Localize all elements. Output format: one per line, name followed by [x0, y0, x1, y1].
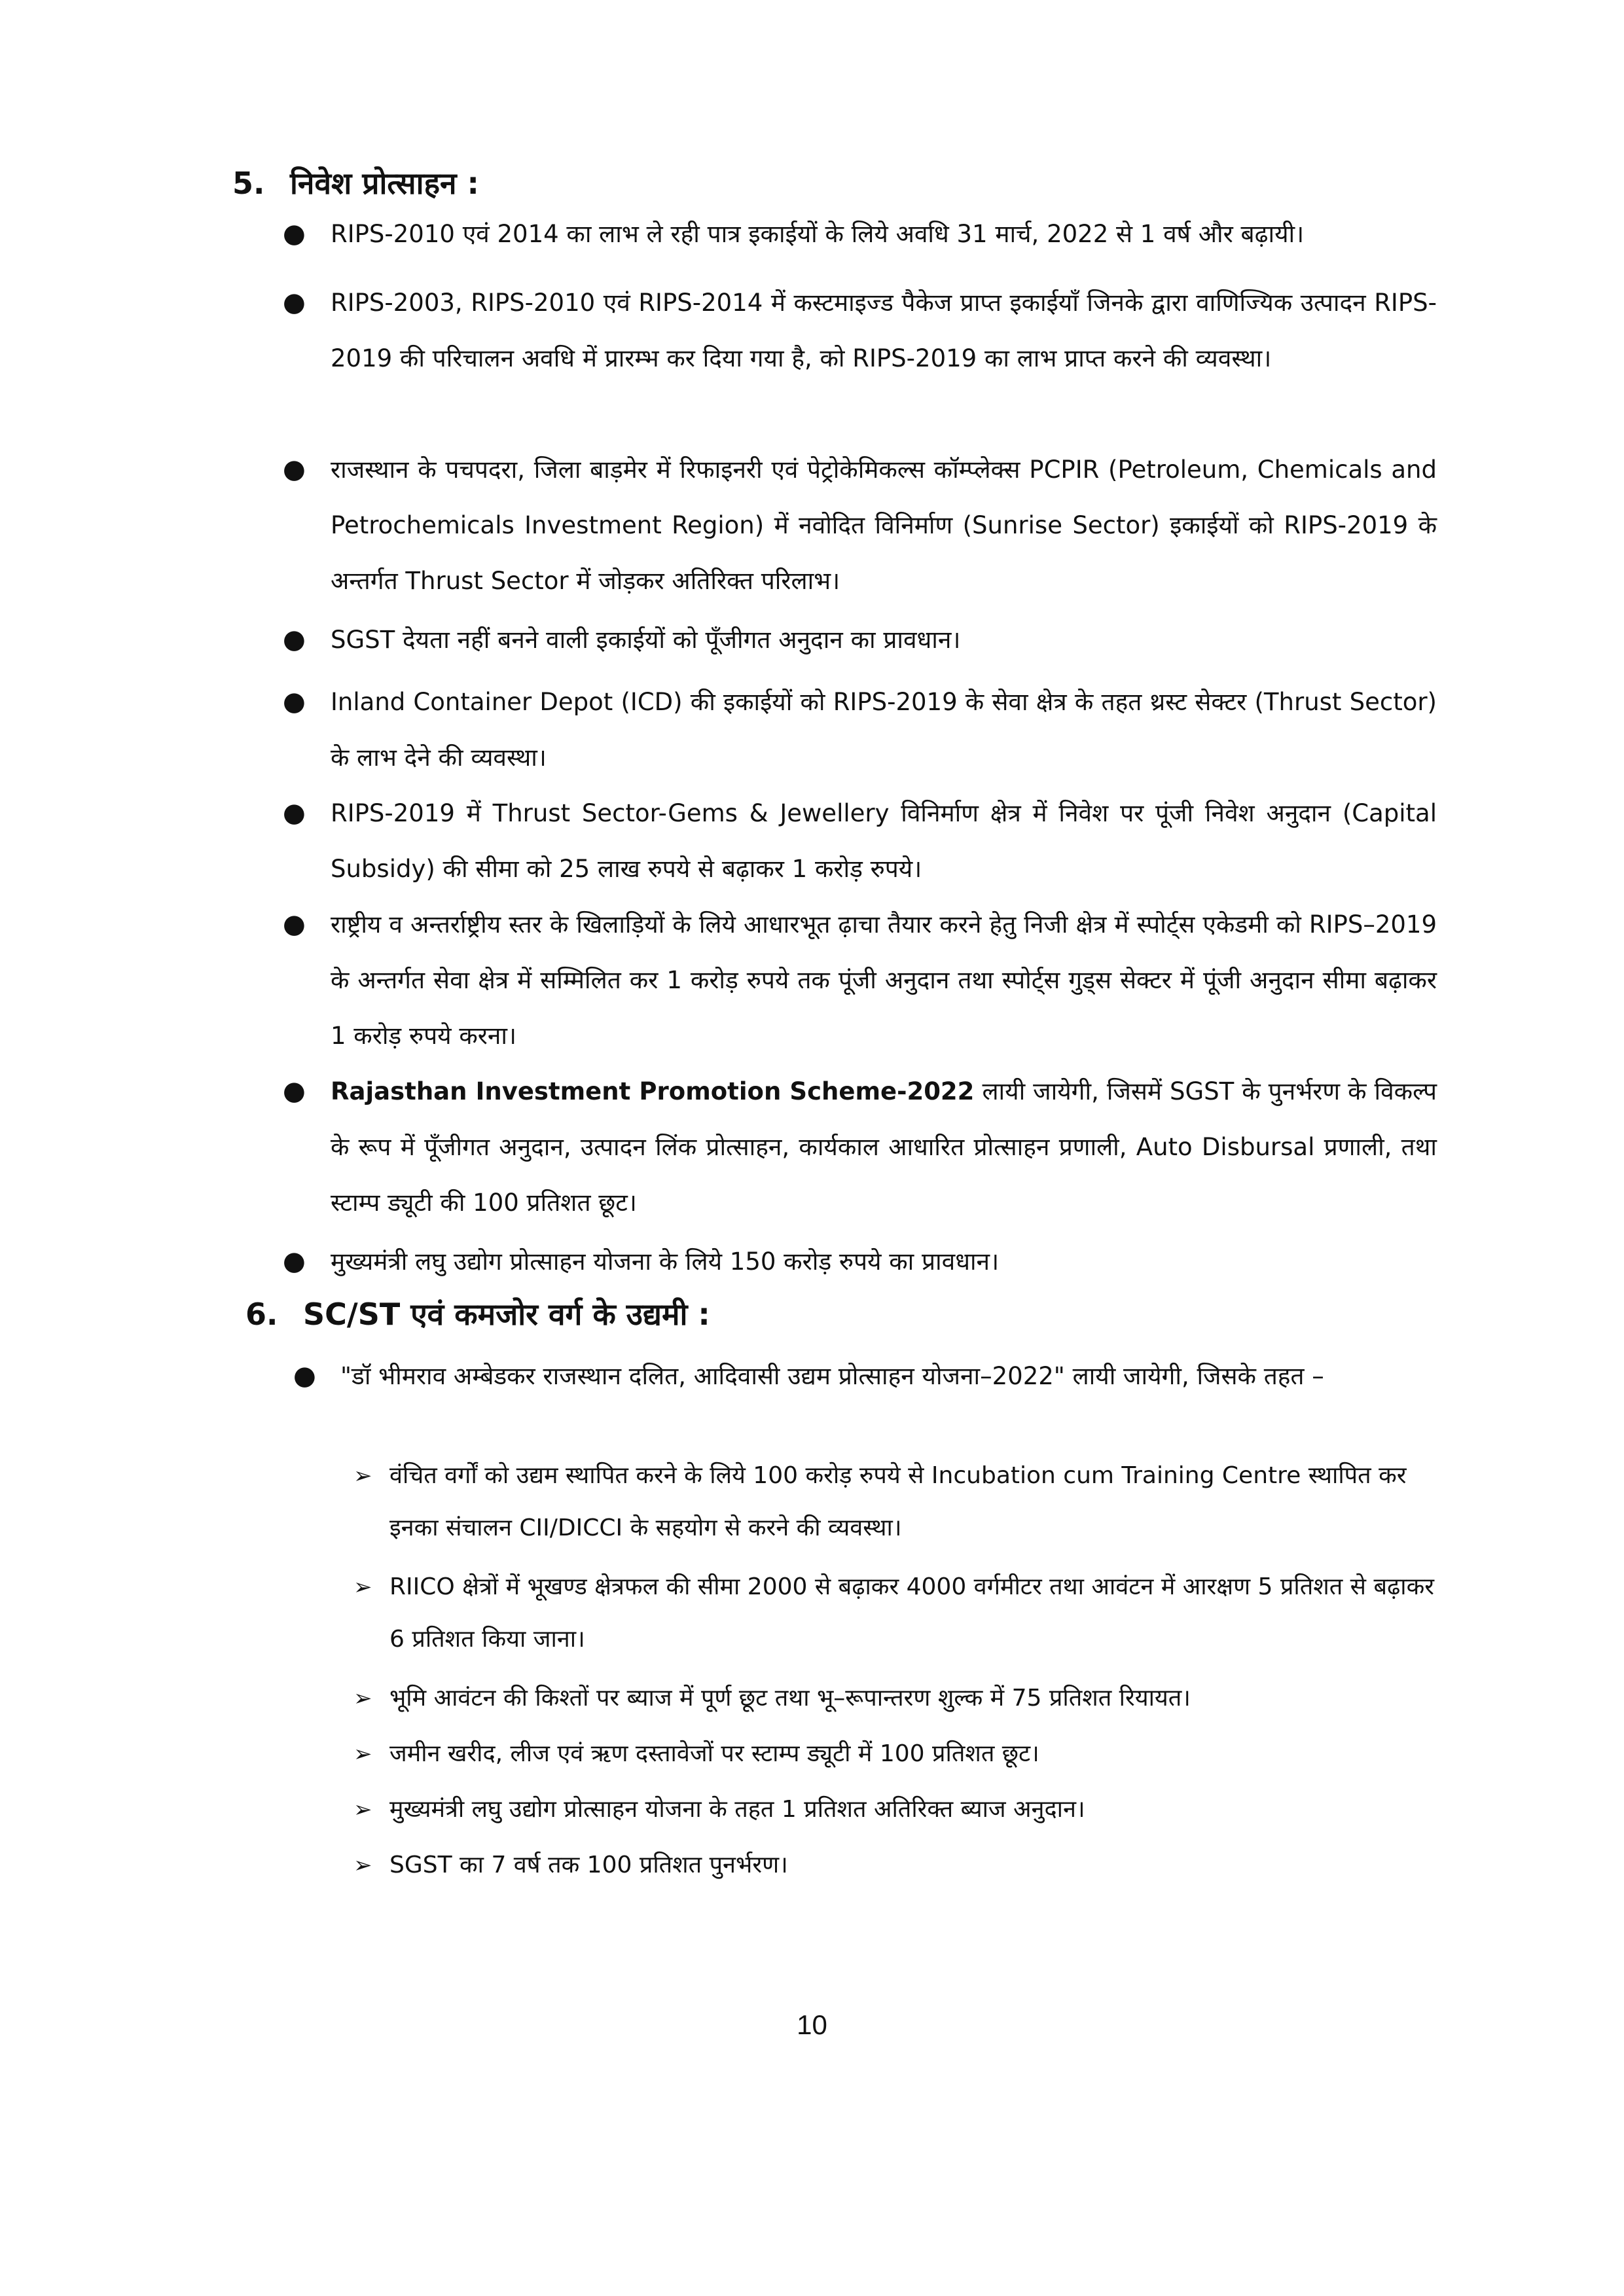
list-item	[331, 206, 1414, 262]
section-5-number: 5.	[232, 166, 265, 201]
bullet-icon: ●	[283, 1076, 306, 1106]
bullet-icon: ●	[283, 798, 306, 828]
list-item-text: राजस्थान के पचपदरा, जिला बाड़मेर में रिफाइनरी एवं पेट्रोकेमिकल्स कॉम्प्लेक्स PCPIR (Petroleum, Chemicals and Petrochemicals Investment Region) में नवोदित विनिर्माण (Sunrise Sector) इकाईयों को RIPS-2019 के अन्तर्गत Thrust Sector में जोड़कर अतिरिक्त परिलाभ।	[331, 456, 1437, 595]
list-item	[331, 674, 1437, 785]
list-item	[331, 897, 1437, 1064]
sub-list-item	[389, 1450, 1450, 1554]
list-item-text: मुख्यमंत्री लघु उद्योग प्रोत्साहन योजना के लिये 150 करोड़ रुपये का प्रावधान।	[331, 1247, 1000, 1276]
sub-list-item	[389, 1784, 1450, 1836]
bullet-icon: ●	[293, 1361, 316, 1391]
sub-list-item	[389, 1561, 1450, 1666]
bullet-icon: ●	[283, 454, 306, 484]
list-item	[340, 1348, 1443, 1404]
list-item-text: SGST देयता नहीं बनने वाली इकाईयों को पूँजीगत अनुदान का प्रावधान।	[331, 626, 961, 654]
arrow-bullet-icon: ➢	[353, 1741, 372, 1767]
list-item-text: RIPS-2019 में Thrust Sector-Gems & Jewellery विनिर्माण क्षेत्र में निवेश पर पूंजी निवेश अनुदान (Capital Subsidy) की सीमा को 25 लाख रुपये से बढ़ाकर 1 करोड़ रुपये।	[331, 799, 1437, 883]
arrow-bullet-icon: ➢	[353, 1685, 372, 1712]
bullet-icon: ●	[283, 909, 306, 939]
sub-list-item-text: SGST का 7 वर्ष तक 100 प्रतिशत पुनर्भरण।	[389, 1852, 788, 1878]
sub-list-item-text: RIICO क्षेत्रों में भूखण्ड क्षेत्रफल की सीमा 2000 से बढ़ाकर 4000 वर्गमीटर तथा आवंटन में आरक्षण 5 प्रतिशत से बढ़ाकर 6 प्रतिशत किया जाना।	[389, 1573, 1434, 1653]
section-6-title: SC/ST एवं कमजोर वर्ग के उद्यमी :	[303, 1297, 710, 1332]
section-5-heading	[232, 164, 479, 203]
list-item-text: RIPS-2003, RIPS-2010 एवं RIPS-2014 में कस्टमाइज्ड पैकेज प्राप्त इकाईयाँ जिनके द्वारा वाणिज्यिक उत्पादन RIPS-2019 की परिचालन अवधि में प्रारम्भ कर दिया गया है, को RIPS-2019 का लाभ प्राप्त करने की व्यवस्था।	[331, 289, 1437, 372]
list-item	[331, 442, 1437, 609]
list-item-text: Inland Container Depot (ICD) की इकाईयों को RIPS-2019 के सेवा क्षेत्र के तहत थ्रस्ट सेक्टर (Thrust Sector) के लाभ देने की व्यवस्था।	[331, 688, 1437, 772]
bullet-icon: ●	[283, 219, 306, 249]
section-6-number: 6.	[245, 1297, 278, 1332]
list-item-text: राष्ट्रीय व अन्तर्राष्ट्रीय स्तर के खिलाड़ियों के लिये आधारभूत ढ़ाचा तैयार करने हेतु निजी क्षेत्र में स्पोर्ट्स एकेडमी को RIPS–2019 के अन्तर्गत सेवा क्षेत्र में सम्मिलित कर 1 करोड़ रुपये तक पूंजी अनुदान तथा स्पोर्ट्स गुड्स सेक्टर में पूंजी अनुदान सीमा बढ़ाकर 1 करोड़ रुपये करना।	[331, 910, 1437, 1050]
sub-list-item	[389, 1839, 1450, 1892]
sub-list-item-text: मुख्यमंत्री लघु उद्योग प्रोत्साहन योजना के तहत 1 प्रतिशत अतिरिक्त ब्याज अनुदान।	[389, 1796, 1085, 1823]
sub-list-item	[389, 1728, 1450, 1780]
arrow-bullet-icon: ➢	[353, 1852, 372, 1878]
list-item-text: लायी जायेगी, जिसमें SGST के पुनर्भरण के विकल्प के रूप में पूँजीगत अनुदान, उत्पादन लिंक प्रोत्साहन, कार्यकाल आधारित प्रोत्साहन प्रणाली, Auto Disbursal प्रणाली, तथा स्टाम्प ड्यूटी की 100 प्रतिशत छूट।	[331, 1077, 1437, 1217]
section-5-title: निवेश प्रोत्साहन :	[290, 166, 479, 201]
sub-list-item-text: वंचित वर्गों को उद्यम स्थापित करने के लिये 100 करोड़ रुपये से Incubation cum Training Centre स्थापित कर इनका संचालन CII/DICCI के सहयोग से करने की व्यवस्था।	[389, 1462, 1407, 1541]
sub-list-item	[389, 1672, 1450, 1725]
list-item	[331, 275, 1437, 386]
sub-list-item-text: भूमि आवंटन की किश्तों पर ब्याज में पूर्ण छूट तथा भू–रूपान्तरण शुल्क में 75 प्रतिशत रियायत।	[389, 1685, 1191, 1712]
list-item	[331, 785, 1437, 897]
scheme-name: Rajasthan Investment Promotion Scheme-2022	[331, 1077, 975, 1105]
sub-list-item-text: जमीन खरीद, लीज एवं ऋण दस्तावेजों पर स्टाम्प ड्यूटी में 100 प्रतिशत छूट।	[389, 1740, 1039, 1767]
list-item-text: "डॉ भीमराव अम्बेडकर राजस्थान दलित, आदिवासी उद्यम प्रोत्साहन योजना–2022" लायी जायेगी, जिसके तहत –	[340, 1362, 1324, 1390]
bullet-icon: ●	[283, 624, 306, 655]
list-item-text: RIPS-2010 एवं 2014 का लाभ ले रही पात्र इकाईयों के लिये अवधि 31 मार्च, 2022 से 1 वर्ष और बढ़ायी।	[331, 220, 1305, 248]
arrow-bullet-icon: ➢	[353, 1797, 372, 1823]
bullet-icon: ●	[283, 1246, 306, 1276]
bullet-icon: ●	[283, 687, 306, 717]
list-item	[331, 612, 1437, 668]
section-6-heading	[245, 1295, 710, 1334]
page-number: 10	[797, 2009, 827, 2040]
list-item	[331, 1234, 1437, 1289]
arrow-bullet-icon: ➢	[353, 1574, 372, 1600]
arrow-bullet-icon: ➢	[353, 1463, 372, 1489]
list-item	[331, 1064, 1437, 1230]
bullet-icon: ●	[283, 287, 306, 317]
